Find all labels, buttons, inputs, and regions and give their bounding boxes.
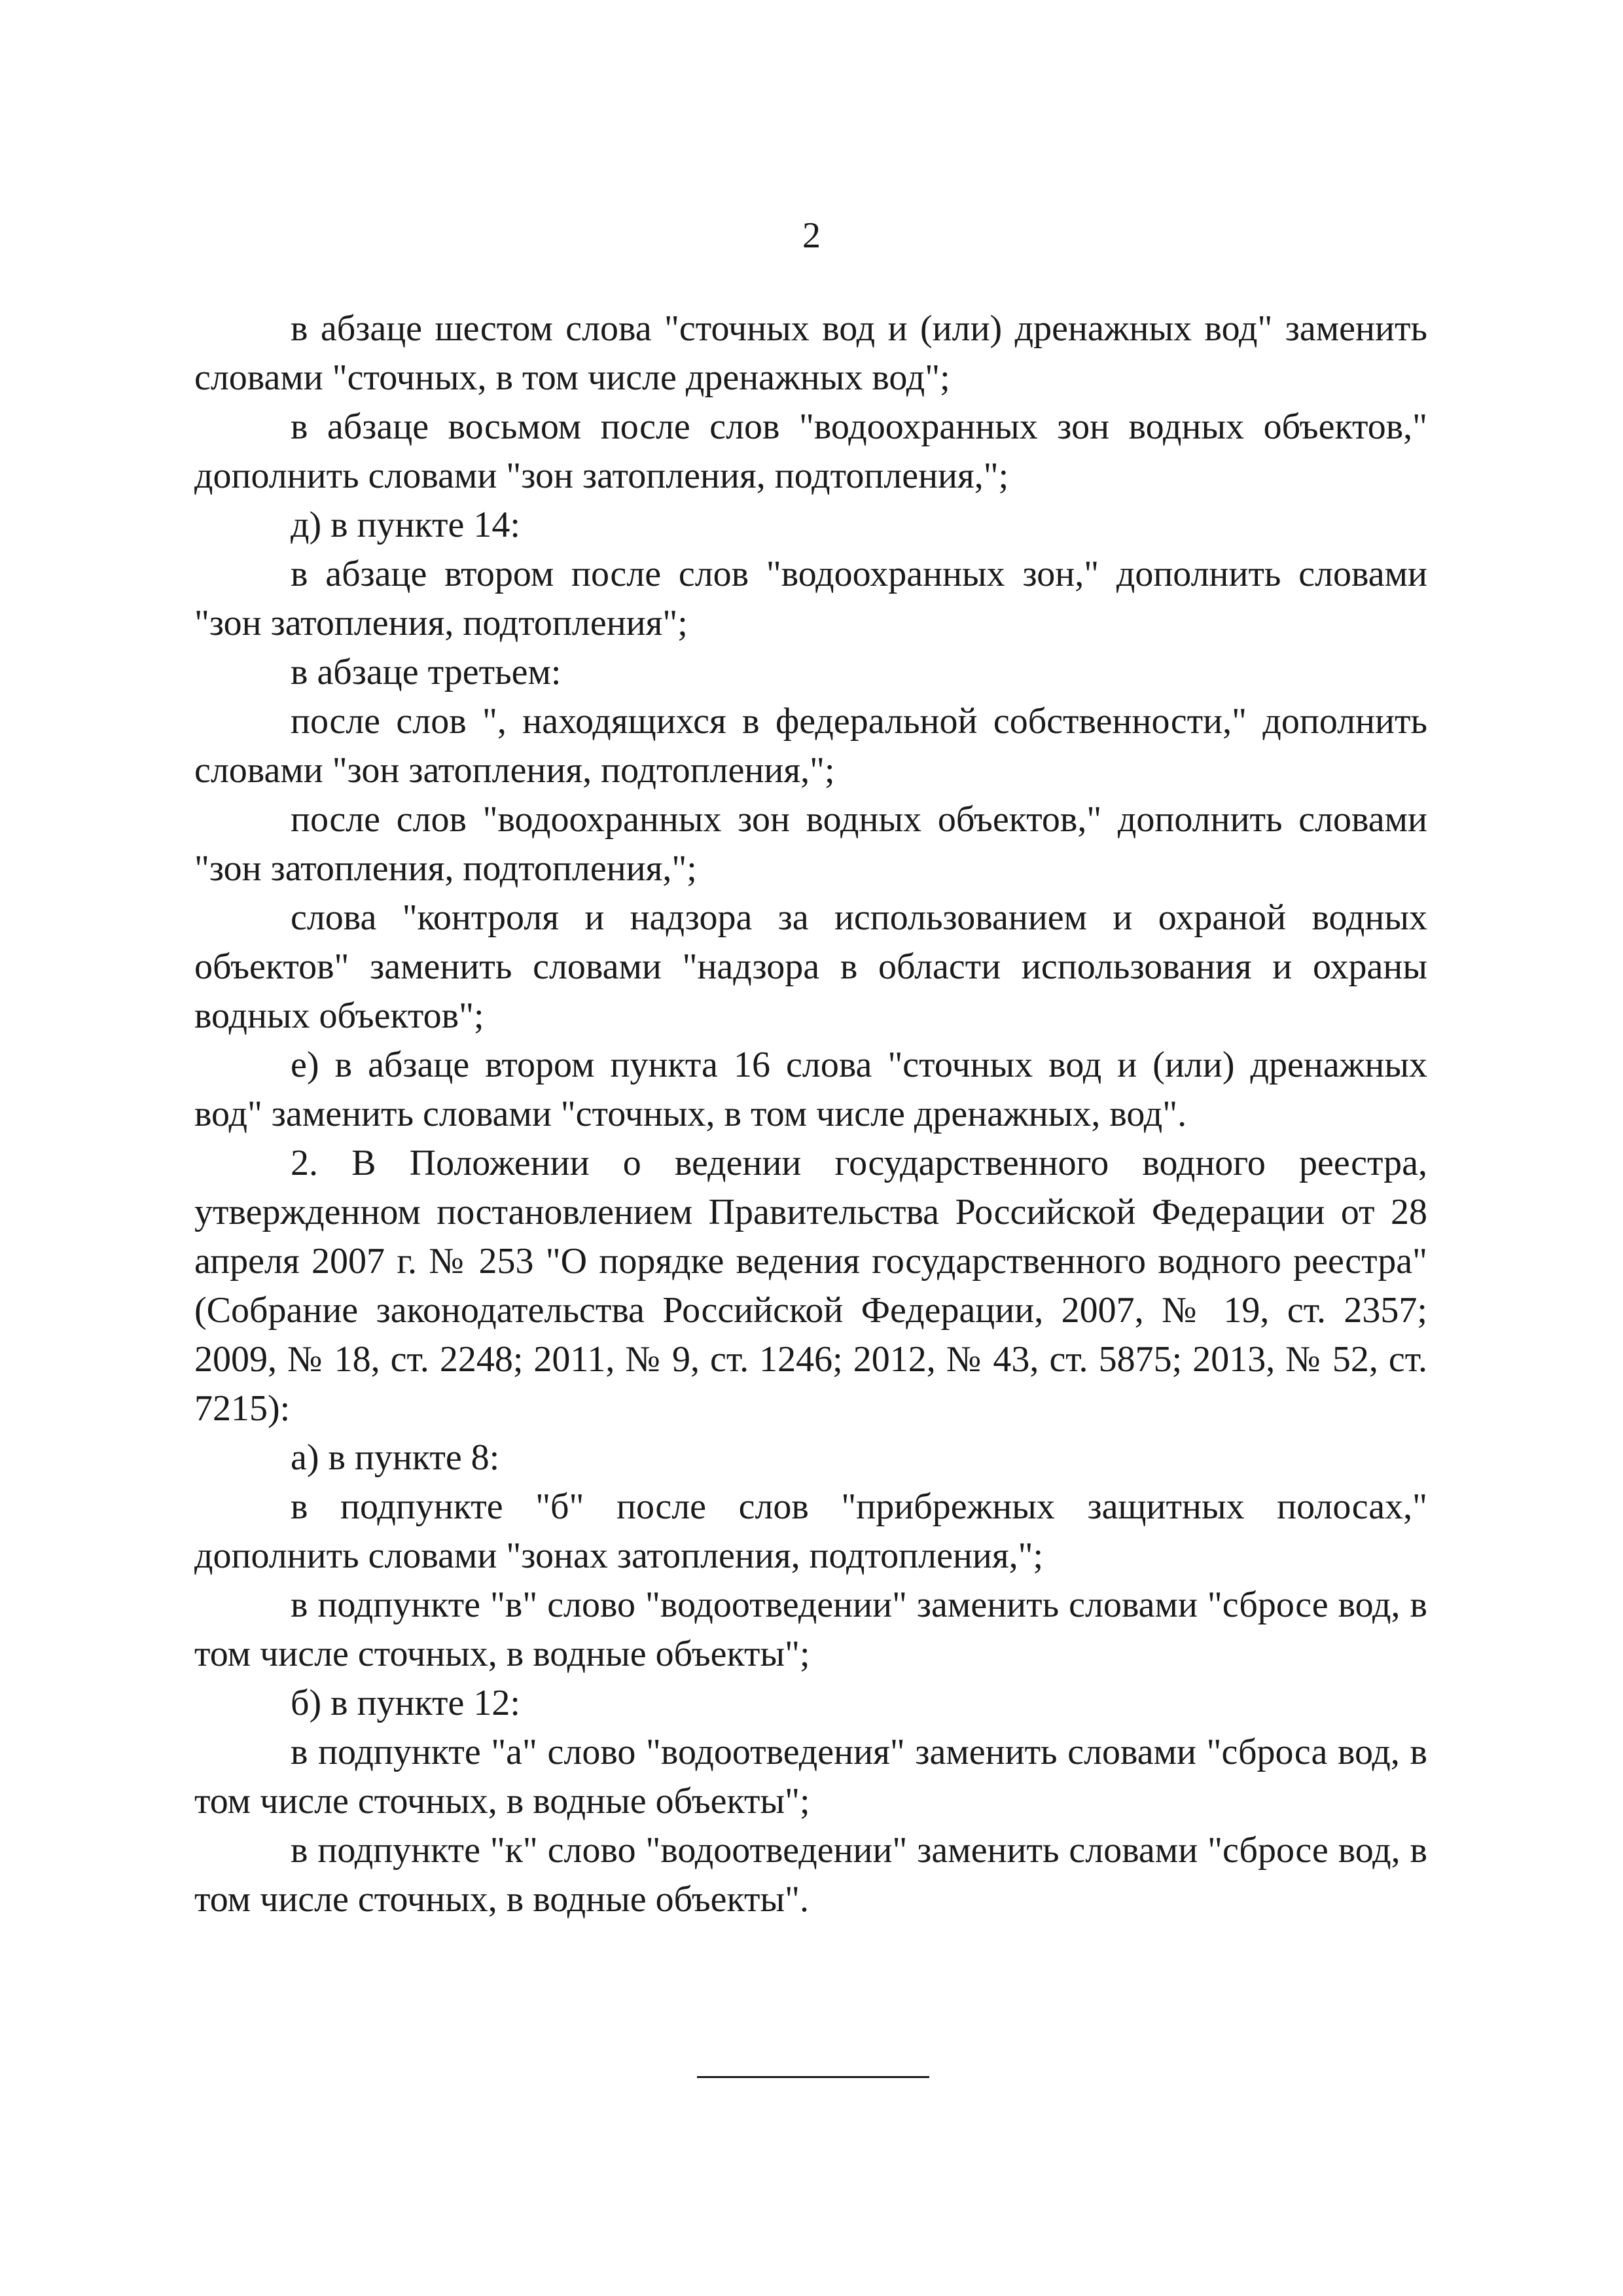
document-body <box>194 304 1427 1924</box>
subitem-heading: а) в пункте 8: <box>291 1437 500 1478</box>
paragraph: в подпункте "в" слово "водоотведении" заменить словами "сбросе вод, в том числе сточных, в водные объекты"; <box>194 1585 1427 1674</box>
section-paragraph: 2. В Положении о ведении государственного водного реестра, утвержденном постановлением Правительства Российской Федерации от 28 апреля 2007 г. № 253 "О порядке ведения государственного водного реестра" (Собрание законодательства Российской Федерации, 2007, № 19, ст. 2357; 2009, № 18, ст. 2248; 2011, № 9, ст. 1246; 2012, № 43, ст. 5875; 2013, № 52, ст. 7215): <box>194 1143 1427 1429</box>
page-number: 2 <box>802 215 821 256</box>
paragraph: после слов "водоохранных зон водных объектов," дополнить словами "зон затопления, подтопления,"; <box>194 799 1427 889</box>
paragraph: в абзаце шестом слова "сточных вод и (или) дренажных вод" заменить словами "сточных, в том числе дренажных вод"; <box>194 308 1427 398</box>
paragraph: в абзаце восьмом после слов "водоохранных зон водных объектов," дополнить словами "зон затопления, подтопления,"; <box>194 406 1427 496</box>
paragraph: в абзаце третьем: <box>291 652 562 692</box>
subitem-heading: б) в пункте 12: <box>291 1683 520 1723</box>
subitem-heading: е) в абзаце втором пункта 16 слова "сточных вод и (или) дренажных вод" заменить словами "сточных, в том числе дренажных, вод". <box>194 1045 1427 1134</box>
paragraph: в абзаце втором после слов "водоохранных зон," дополнить словами "зон затопления, подтопления"; <box>194 554 1427 643</box>
subitem-heading: д) в пункте 14: <box>291 505 520 545</box>
paragraph: в подпункте "а" слово "водоотведения" заменить словами "сброса вод, в том числе сточных, в водные объекты"; <box>194 1732 1427 1821</box>
paragraph: после слов ", находящихся в федеральной собственности," дополнить словами "зон затопления, подтопления,"; <box>194 701 1427 791</box>
closing-divider <box>697 2076 929 2078</box>
paragraph: в подпункте "б" после слов "прибрежных защитных полосах," дополнить словами "зонах затопления, подтопления,"; <box>194 1486 1427 1576</box>
paragraph: в подпункте "к" слово "водоотведении" заменить словами "сбросе вод, в том числе сточных, в водные объекты". <box>194 1830 1427 1920</box>
paragraph: слова "контроля и надзора за использованием и охраной водных объектов" заменить словами "надзора в области использования и охраны водных объектов"; <box>194 897 1427 1036</box>
